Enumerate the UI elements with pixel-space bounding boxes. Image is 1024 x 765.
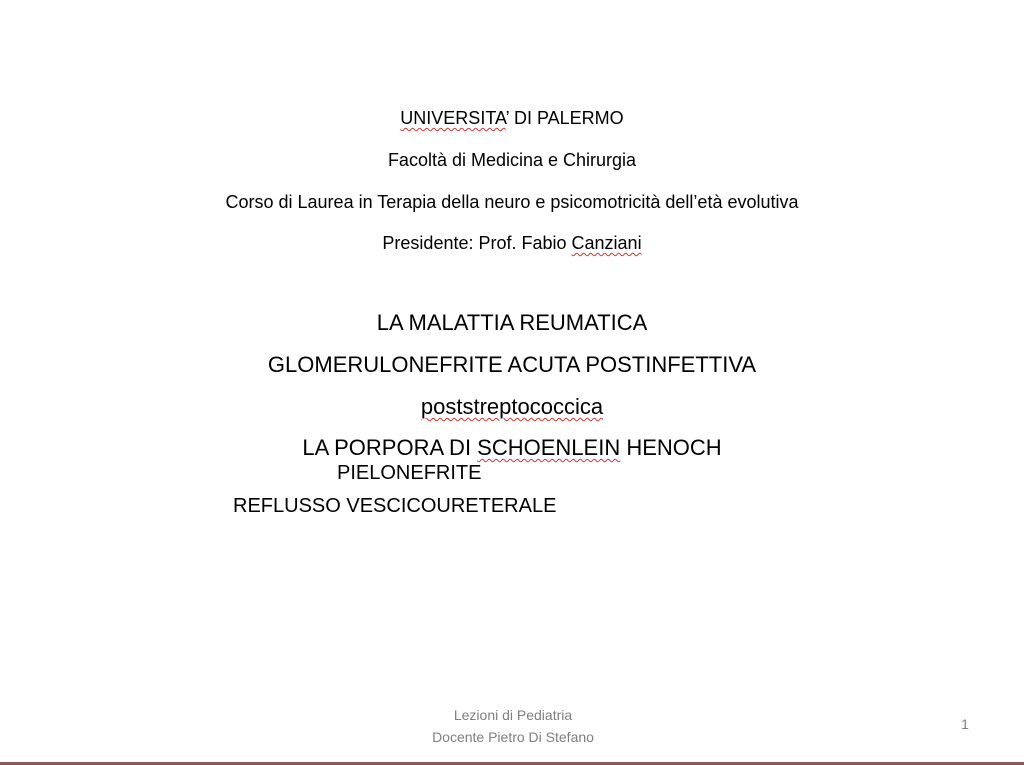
- president-surname: Canziani: [571, 233, 642, 253]
- topic-rheumatic-fever: LA MALATTIA REUMATICA: [376, 310, 648, 335]
- topic-purpura-schoenlein: SCHOENLEIN: [477, 435, 621, 460]
- faculty-name: Facoltà di Medicina e Chirurgia: [387, 150, 637, 170]
- president-prefix: Presidente: Prof. Fabio: [382, 233, 572, 253]
- footer-course: Lezioni di Pediatria: [453, 707, 573, 723]
- topic-poststreptococcal: [0, 394, 1024, 420]
- university-rest: ’ DI PALERMO: [505, 108, 624, 128]
- president-line: [0, 232, 1024, 254]
- footer-lecturer: Docente Pietro Di Stefano: [432, 729, 594, 745]
- topic-vesicoureteral-reflux: REFLUSSO VESCICOURETERALE: [233, 495, 557, 517]
- course-name: Corso di Laurea in Terapia della neuro e psicomotricità dell’età evolutiva: [225, 192, 799, 212]
- topic-glomerulonephritis: GLOMERULONEFRITE ACUTA POSTINFETTIVA: [267, 352, 757, 377]
- university-name: [0, 107, 1024, 129]
- topic-poststreptococcal-word: poststreptococcica: [420, 394, 604, 419]
- topic-purpura-suffix: HENOCH: [620, 435, 722, 460]
- topic-purpura-prefix: LA PORPORA DI: [302, 435, 478, 460]
- university-word: UNIVERSITA: [400, 108, 506, 128]
- page-number: 1: [961, 716, 969, 732]
- topic-purpura: [0, 435, 1024, 461]
- topic-pyelonephritis: PIELONEFRITE: [337, 462, 482, 484]
